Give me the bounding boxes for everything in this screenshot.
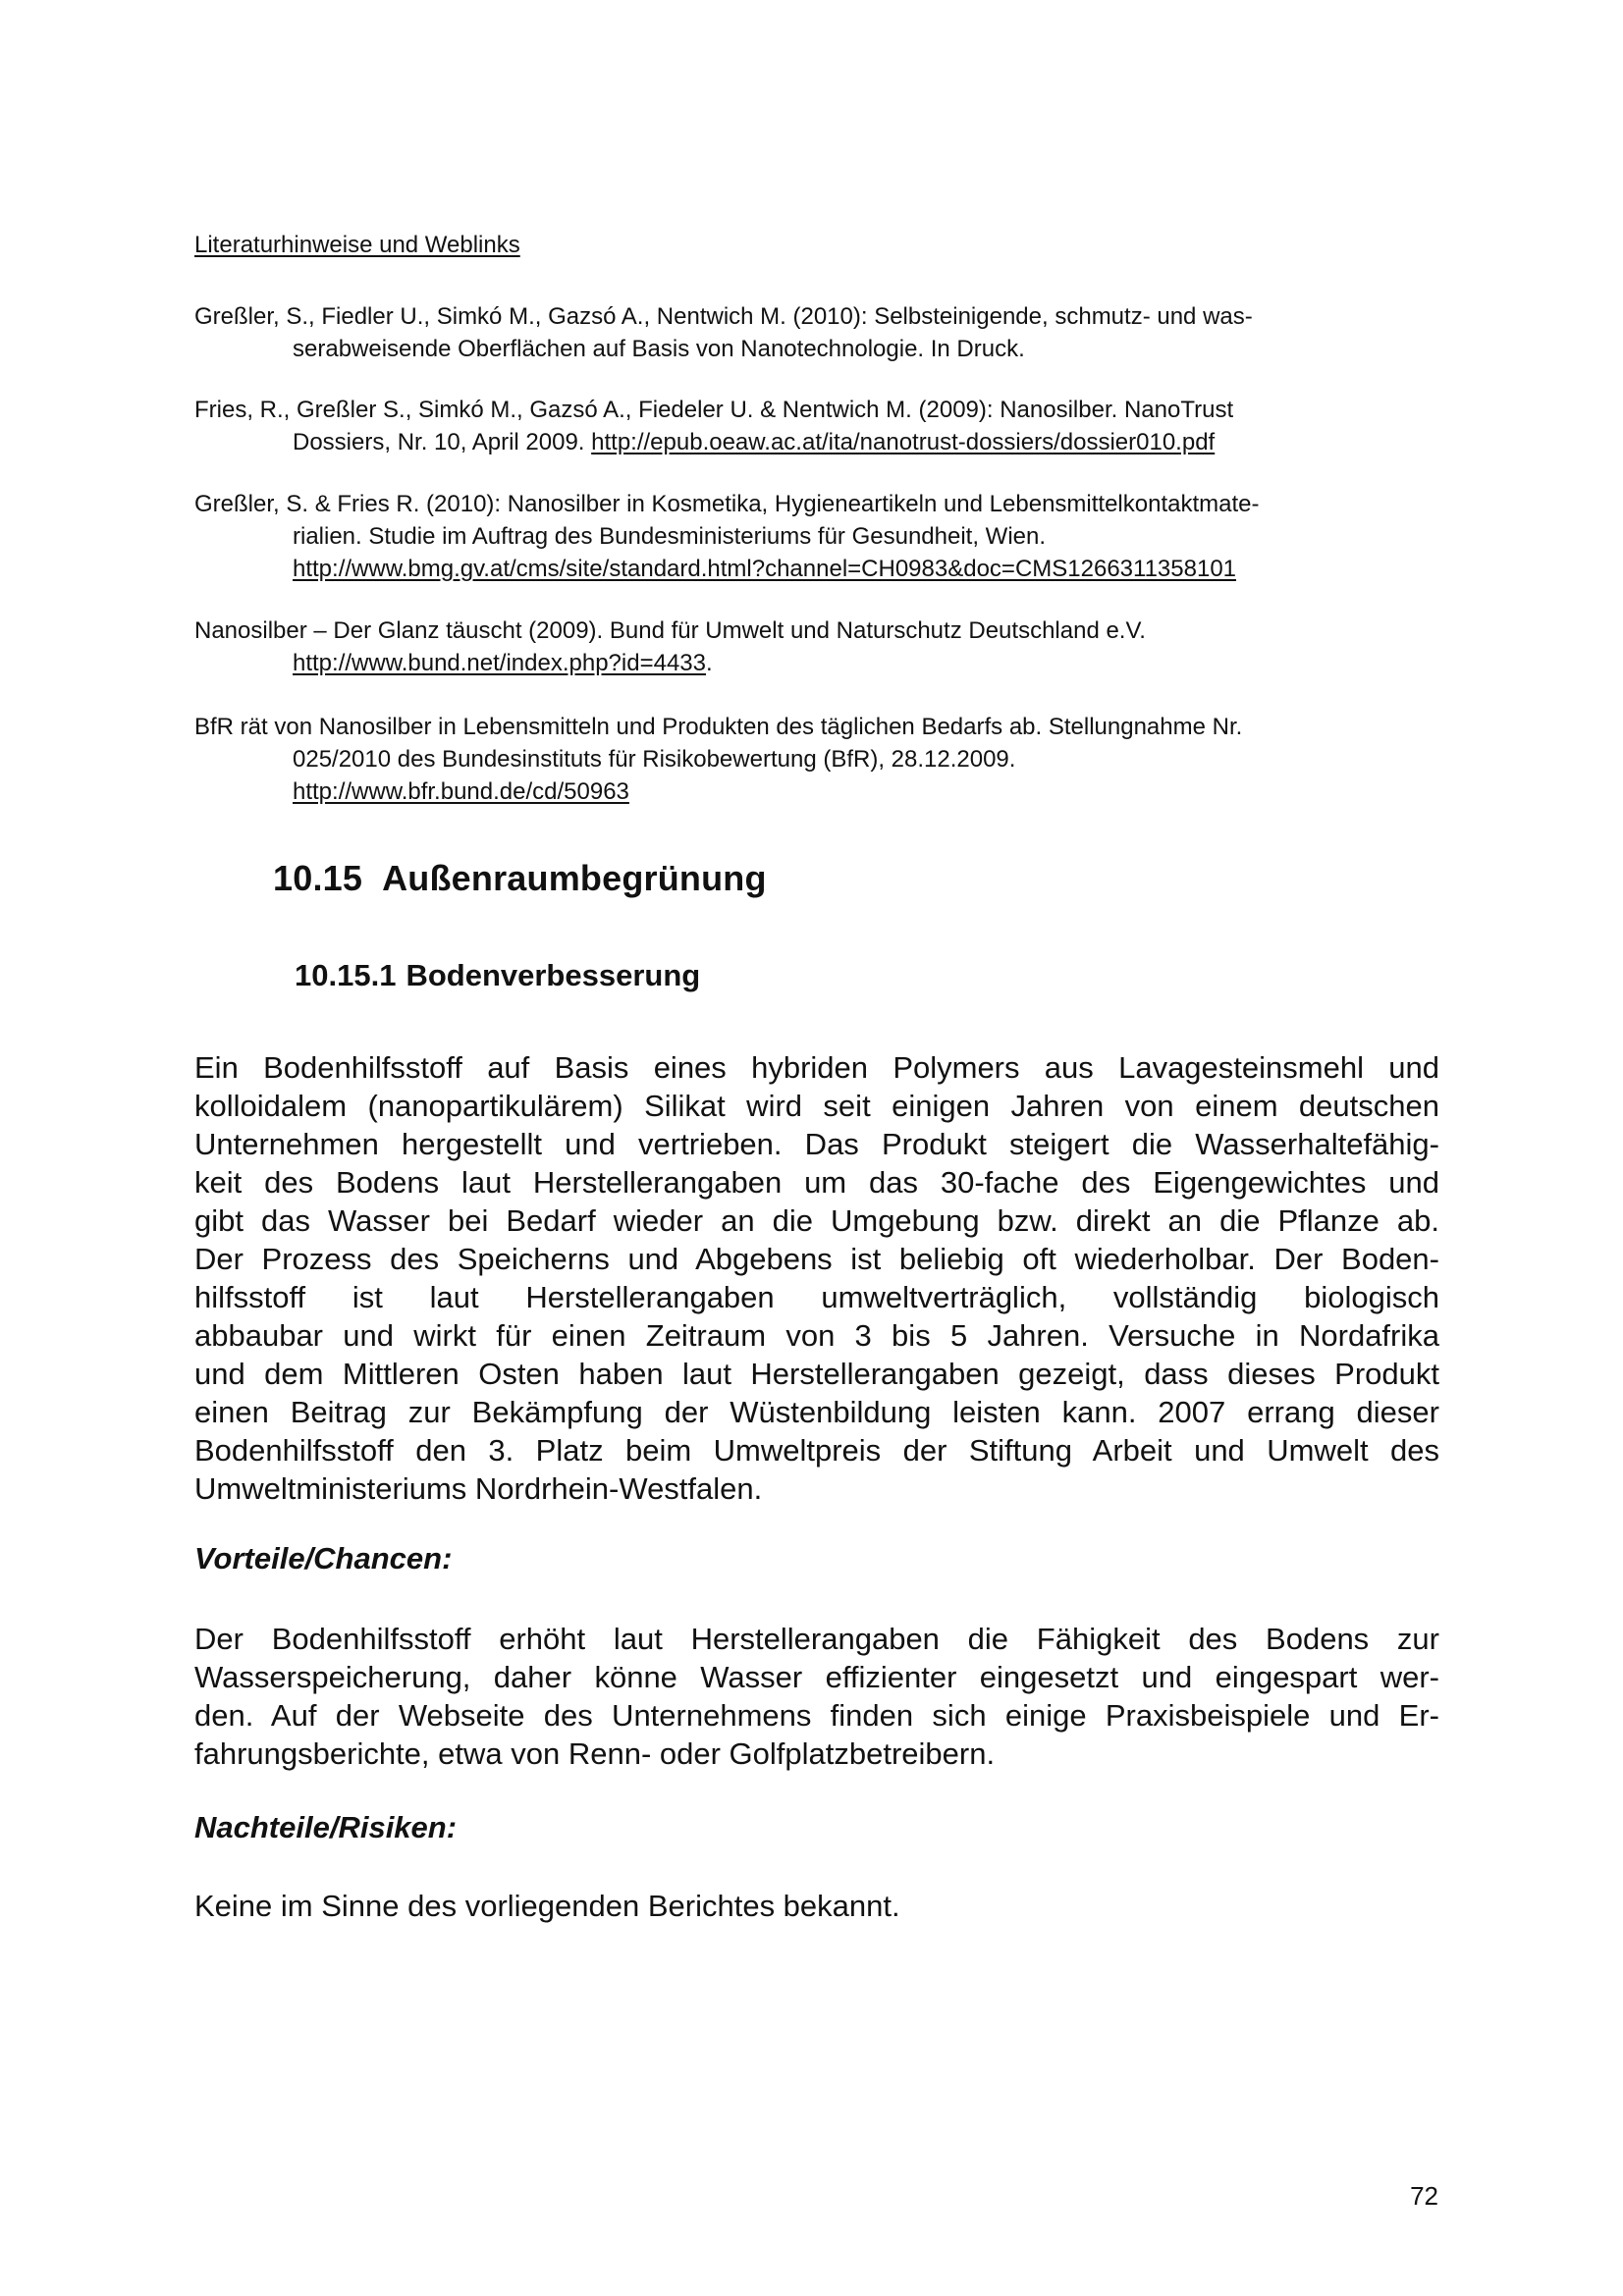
intro-paragraph (194, 1048, 1439, 1508)
reference-link[interactable]: http://www.bfr.bund.de/cd/50963 (293, 778, 629, 805)
advantages-heading: Vorteile/Chancen: (194, 1541, 453, 1575)
paragraph-line: Der Bodenhilfsstoff erhöht laut Herstellerangaben die Fähigkeit des Bodens zur (194, 1622, 1439, 1656)
reference-line: 025/2010 des Bundesinstituts für Risikobewertung (BfR), 28.12.2009. (293, 746, 1016, 773)
paragraph-line: Unternehmen hergestellt und vertrieben. Das Produkt steigert die Wasserhaltefähig- (194, 1127, 1439, 1161)
paragraph-line: Der Prozess des Speicherns und Abgebens ist beliebig oft wiederholbar. Der Boden- (194, 1242, 1439, 1276)
paragraph-line: Wasserspeicherung, daher könne Wasser effizienter eingesetzt und eingespart wer- (194, 1660, 1439, 1694)
risks-paragraph (194, 1887, 1439, 1925)
reference-link[interactable]: http://epub.oeaw.ac.at/ita/nanotrust-dossiers/dossier010.pdf (591, 429, 1216, 455)
reference-line: BfR rät von Nanosilber in Lebensmitteln und Produkten des täglichen Bedarfs ab. Stellungnahme Nr. (194, 714, 1243, 740)
reference-line-with-link (194, 426, 1441, 458)
reference-link[interactable]: http://www.bund.net/index.php?id=4433 (293, 650, 706, 676)
section-title: Außenraumbegrünung (382, 858, 767, 898)
reference-line: rialien. Studie im Auftrag des Bundesministeriums für Gesundheit, Wien. (293, 523, 1047, 550)
section-number: 10.15 (273, 858, 363, 898)
paragraph-line: keit des Bodens laut Herstellerangaben um das 30-fache des Eigengewichtes und (194, 1165, 1439, 1200)
paragraph-line: einen Beitrag zur Bekämpfung der Wüstenbildung leisten kann. 2007 errang dieser (194, 1395, 1439, 1429)
advantages-paragraph (194, 1620, 1439, 1773)
page-number: 72 (1410, 2181, 1438, 2211)
paragraph-line: kolloidalem (nanopartikulärem) Silikat wird seit einigen Jahren von einem deutschen (194, 1089, 1439, 1123)
subsection-number: 10.15.1 (295, 958, 397, 992)
reference-line: Fries, R., Greßler S., Simkó M., Gazsó A., Fiedeler U. & Nentwich M. (2009): Nanosilber. NanoTrust (194, 397, 1234, 423)
reference-line: Nanosilber – Der Glanz täuscht (2009). Bund für Umwelt und Naturschutz Deutschland e.V. (194, 617, 1146, 644)
reference-line-with-link (194, 553, 1441, 585)
paragraph-line: gibt das Wasser bei Bedarf wieder an die Umgebung bzw. direkt an die Pflanze ab. (194, 1203, 1439, 1238)
reference-line: Greßler, S. & Fries R. (2010): Nanosilber in Kosmetika, Hygieneartikeln und Lebensmittelkontaktmate- (194, 491, 1260, 517)
subsection-title: Bodenverbesserung (406, 958, 701, 992)
reference-line: Greßler, S., Fiedler U., Simkó M., Gazsó A., Nentwich M. (2010): Selbsteinigende, schmutz- und was- (194, 303, 1253, 330)
reference-item (194, 488, 1441, 585)
risks-heading: Nachteile/Risiken: (194, 1810, 458, 1844)
paragraph-line: Umweltministeriums Nordrhein-Westfalen. (194, 1471, 763, 1506)
reference-link[interactable]: http://www.bmg.gv.at/cms/site/standard.html?channel=CH0983&doc=CMS1266311358101 (293, 556, 1237, 582)
reference-item (194, 614, 1441, 679)
section-heading (273, 858, 767, 899)
subsection-heading (295, 958, 700, 993)
reference-item (194, 394, 1441, 458)
reference-item (194, 300, 1441, 365)
reference-line-with-link (194, 647, 1441, 679)
paragraph-line: Ein Bodenhilfsstoff auf Basis eines hybriden Polymers aus Lavagesteinsmehl und (194, 1050, 1439, 1085)
paragraph-line: fahrungsberichte, etwa von Renn- oder Golfplatzbetreibern. (194, 1736, 996, 1771)
reference-item (194, 711, 1441, 808)
paragraph-line: Keine im Sinne des vorliegenden Berichtes bekannt. (194, 1889, 900, 1923)
reference-line: serabweisende Oberflächen auf Basis von Nanotechnologie. In Druck. (293, 336, 1025, 362)
paragraph-line: hilfsstoff ist laut Herstellerangaben umweltverträglich, vollständig biologisch (194, 1280, 1439, 1314)
reference-line-with-link (194, 775, 1441, 808)
reference-link-suffix: . (705, 650, 713, 676)
references-heading: Literaturhinweise und Weblinks (194, 232, 520, 258)
reference-text: Dossiers, Nr. 10, April 2009. (293, 429, 592, 455)
paragraph-line: Bodenhilfsstoff den 3. Platz beim Umweltpreis der Stiftung Arbeit und Umwelt des (194, 1433, 1439, 1468)
paragraph-line: den. Auf der Webseite des Unternehmens finden sich einige Praxisbeispiele und Er- (194, 1698, 1439, 1733)
paragraph-line: und dem Mittleren Osten haben laut Herstellerangaben gezeigt, dass dieses Produkt (194, 1357, 1439, 1391)
paragraph-line: abbaubar und wirkt für einen Zeitraum von 3 bis 5 Jahren. Versuche in Nordafrika (194, 1318, 1439, 1353)
